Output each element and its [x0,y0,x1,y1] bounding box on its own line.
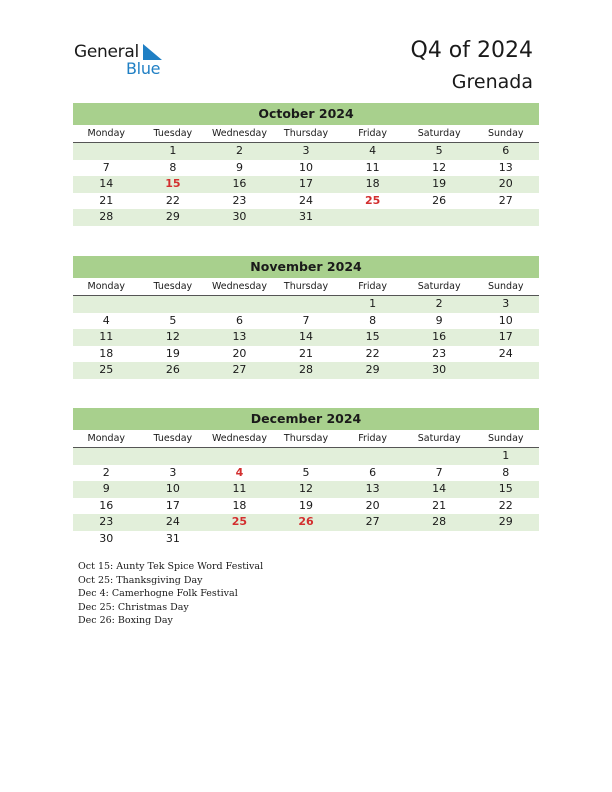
day-cell: 13 [498,160,513,174]
day-cell: 28 [432,515,447,528]
day-cell: 21 [432,498,447,512]
day-cell [339,531,406,548]
holiday-day-cell: 26 [298,515,314,528]
day-cell: 17 [165,498,180,512]
day-cell: 4 [369,144,377,157]
day-of-week-label: Tuesday [153,281,193,292]
holiday-note: Oct 25: Thanksgiving Day [78,574,203,586]
day-cell: 1 [369,297,377,310]
day-cell: 15 [498,482,513,495]
day-cell: 9 [102,482,110,495]
day-cell: 12 [165,330,180,343]
day-of-week-label: Saturday [417,128,461,139]
day-cell: 5 [435,144,443,157]
day-cell: 12 [299,482,314,495]
logo-flag-icon [143,44,162,60]
day-cell [273,448,340,465]
day-cell: 8 [369,313,377,327]
day-of-week-label: Tuesday [153,128,193,139]
day-of-week-label: Friday [358,433,387,444]
day-cell [140,448,207,465]
day-of-week-row [73,278,539,296]
day-cell: 1 [502,449,510,462]
day-cell [206,448,273,465]
logo-text-blue: Blue [126,59,161,78]
day-cell: 18 [232,498,247,512]
day-cell: 15 [365,330,380,343]
day-cell: 3 [169,465,177,479]
day-cell: 27 [365,515,380,528]
week-row [73,448,539,465]
day-cell: 8 [502,465,510,479]
day-cell: 6 [502,144,510,157]
day-cell: 3 [302,144,310,157]
day-cell: 4 [102,313,110,327]
day-cell: 6 [369,465,377,479]
day-of-week-label: Tuesday [153,433,193,444]
holiday-day-cell: 25 [231,515,248,528]
day-of-week-label: Friday [358,128,387,139]
day-cell: 14 [299,330,314,343]
day-of-week-label: Saturday [417,281,461,292]
day-cell: 16 [232,177,247,190]
month-title: November 2024 [73,256,539,278]
day-cell: 29 [165,210,180,223]
day-cell: 14 [432,482,447,495]
day-of-week-label: Monday [87,433,126,444]
day-cell: 25 [99,363,114,376]
day-cell: 19 [432,177,447,190]
holiday-day-cell: 15 [165,177,181,190]
day-of-week-row [73,430,539,448]
week-row [73,160,539,177]
day-cell [472,362,539,379]
day-of-week-row [73,125,539,143]
day-cell: 22 [498,498,513,512]
day-cell: 10 [165,482,180,495]
day-of-week-label: Wednesday [211,433,267,444]
day-cell: 30 [232,210,247,223]
week-row [73,296,539,313]
day-cell: 12 [432,160,447,174]
week-row [73,193,539,210]
day-cell [273,296,340,313]
day-cell: 24 [299,193,314,207]
day-cell: 21 [99,193,114,207]
day-cell: 22 [365,346,380,360]
day-of-week-label: Sunday [487,433,524,444]
day-cell: 9 [235,160,243,174]
week-row [73,362,539,379]
day-of-week-label: Wednesday [211,281,267,292]
day-cell: 20 [232,346,247,360]
day-cell [206,296,273,313]
page-title: Q4 of 2024 [410,38,533,63]
month-title: October 2024 [73,103,539,125]
holiday-note: Dec 25: Christmas Day [78,601,189,613]
day-cell: 16 [99,498,114,512]
week-row [73,481,539,498]
day-cell: 3 [502,297,510,310]
day-cell [406,209,473,226]
day-of-week-label: Sunday [487,281,524,292]
month-title: December 2024 [73,408,539,430]
day-cell: 26 [165,363,180,376]
day-of-week-label: Thursday [283,281,329,292]
logo [74,42,174,78]
day-cell: 30 [432,363,447,376]
day-cell: 5 [169,313,177,327]
week-row [73,176,539,193]
country-name: Grenada [451,71,533,93]
logo-text-general: General [74,42,139,62]
day-cell: 31 [299,210,314,223]
day-cell: 7 [435,465,443,479]
holiday-note: Dec 4: Camerhogne Folk Festival [78,588,238,599]
day-cell [406,448,473,465]
weeks-grid [73,448,539,547]
day-cell: 20 [365,498,380,512]
day-of-week-label: Sunday [487,128,524,139]
week-row [73,313,539,330]
day-of-week-label: Wednesday [211,128,267,139]
day-cell [472,531,539,548]
day-cell: 1 [169,144,177,157]
day-cell [406,531,473,548]
holiday-day-cell: 25 [364,193,381,207]
day-cell: 16 [432,330,447,343]
day-cell: 8 [169,160,177,174]
weeks-grid [73,296,539,379]
week-row [73,143,539,160]
day-cell [73,448,140,465]
day-of-week-label: Monday [87,281,126,292]
day-cell: 7 [302,313,310,327]
day-cell [73,143,140,160]
day-of-week-label: Saturday [417,433,461,444]
day-cell: 28 [299,363,314,376]
day-cell: 31 [165,531,180,545]
day-of-week-label: Thursday [283,433,329,444]
day-cell: 30 [99,531,114,545]
day-cell: 18 [365,177,380,190]
day-cell: 10 [299,160,314,174]
day-cell: 13 [232,330,247,343]
day-cell: 29 [365,363,380,376]
week-row [73,514,539,531]
day-cell: 11 [365,160,380,174]
day-cell: 27 [232,363,247,376]
day-cell [140,296,207,313]
day-cell: 28 [99,210,114,223]
week-row [73,498,539,515]
week-row [73,209,539,226]
day-cell: 11 [232,482,247,495]
day-cell: 11 [99,330,114,343]
day-cell: 13 [365,482,380,495]
day-cell: 23 [99,515,114,528]
weeks-grid [73,143,539,226]
holiday-note: Oct 15: Aunty Tek Spice Word Festival [78,561,264,572]
day-cell: 19 [299,498,314,512]
day-cell: 2 [235,144,243,157]
week-row [73,346,539,363]
week-row [73,329,539,346]
day-of-week-label: Friday [358,281,387,292]
day-cell [339,209,406,226]
week-row [73,465,539,482]
month-october [73,103,539,226]
day-cell [73,296,140,313]
day-cell: 20 [498,177,513,190]
day-cell: 6 [235,313,243,327]
day-cell: 18 [99,346,114,360]
day-cell: 2 [102,465,110,479]
day-cell: 17 [498,330,513,343]
day-cell: 9 [435,313,443,327]
week-row [73,531,539,548]
holiday-note: Dec 26: Boxing Day [78,615,173,626]
day-cell: 2 [435,297,443,310]
day-of-week-label: Thursday [283,128,329,139]
day-cell: 14 [99,177,114,190]
day-cell: 29 [498,515,513,528]
holiday-day-cell: 4 [235,465,244,479]
day-cell: 27 [498,193,513,207]
day-cell: 24 [165,515,180,528]
day-cell: 17 [299,177,314,190]
day-cell: 26 [432,193,447,207]
day-cell: 19 [165,346,180,360]
month-december [73,408,539,547]
holiday-notes [78,560,263,628]
day-cell: 22 [165,193,180,207]
day-cell: 21 [299,346,314,360]
day-cell: 7 [102,160,110,174]
day-of-week-label: Monday [87,128,126,139]
day-cell: 5 [302,465,310,479]
day-cell [339,448,406,465]
day-cell: 10 [498,313,513,327]
day-cell [273,531,340,548]
day-cell: 24 [498,346,513,360]
day-cell: 23 [232,193,247,207]
day-cell [472,209,539,226]
day-cell [206,531,273,548]
day-cell: 23 [432,346,447,360]
month-november [73,256,539,379]
